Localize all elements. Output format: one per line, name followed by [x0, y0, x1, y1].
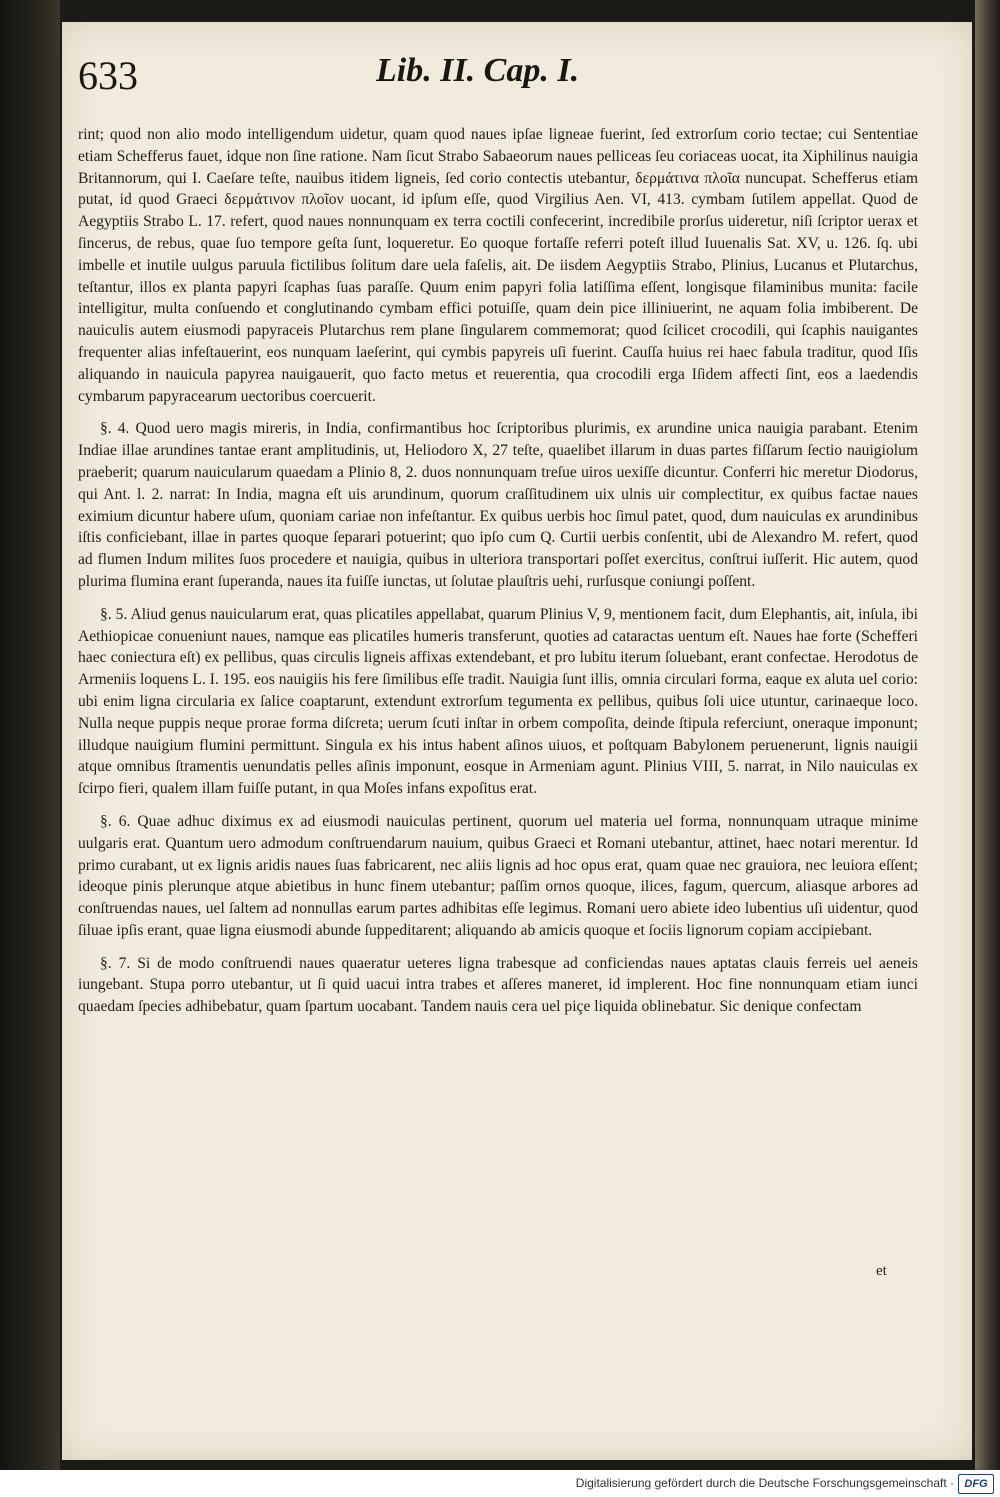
running-head: Lib. II. Cap. I. [376, 52, 580, 89]
paragraph-continuation: rint; quod non alio modo intelligendum uidetur, quam quod naues ipſae ligneae fuerint, ſed extrorſum corio tectae; cui Sententiae etiam Schefferus fauet, idque non ſine ratione. Nam ſicut Strabo Sabaeorum naues pelliceas ſeu coriaceas uocat, ita Xiphilinus nauigia Britannorum, qui I. Caeſare teſte, nauibus itidem ligneis, ſed corio contectis utebantur, δερμάτινα πλοῖα nuncupat. Schefferus etiam putat, id quod Graeci δερμάτινον πλοῖον uocant, id ipſum eſſe, quod Virgilius Aen. VI, 413. cymbam ſutilem appellat. Quod de Aegyptiis Strabo L. 17. refert, quod naues nonnunquam ex terra coctili confecerint, incredibile prorſus uideretur, niſi ſcriptor uerax et ſincerus, de rebus, quae ſuo tempore geſta ſunt, loqueretur. Eo quoque fortaſſe referri poteſt illud Iuuenalis Sat. XV, u. 126. ſq. ubi imbelle et inutile uulgus paruula fictilibus ſolitum dare uela faſelis, ait. De iisdem Aegyptiis Strabo, Plinius, Lucanus et Plutarchus, teſtantur, illos ex planta papyri ſcaphas ſuas paraſſe. Quum enim papyri folia latiſſima eſſent, longisque filaminibus munita: facile intelligitur, multa conſuendo et conglutinando cymbam effici potuiſſe, quam dein pice illiniuerint, ne aquam folia imbiberent. De nauiculis autem eiusmodi papyraceis Plutarchus rem plane ſingularem commemorat; quod ſcilicet crocodili, qui ſcaphis nauigantes frequenter alias infeſtauerint, eos nunquam laeſerint, qui cymbis papyreis uſi fuerint. Cauſſa huius rei haec fabula traditur, quod Iſis aliquando in nauicula papyrea nauigauerit, quo facto metus et reuerentia, qua crocodili erga Iſidem affecti ſint, eos a laedendis cymbarum papyracearum uectoribus coercuerit. [78, 126, 918, 405]
page-number: 633 [78, 53, 138, 98]
catchword: et [876, 1263, 887, 1279]
footer-credit: Digitalisierung gefördert durch die Deutsche Forschungsgemeinschaft · [575, 1476, 954, 1490]
paragraph-section-5: §. 5. Aliud genus nauicularum erat, quas plicatiles appellabat, quarum Plinius V, 9, mentionem facit, dum Elephantis, ait, inſula, ibi Aethiopicae conueniunt naues, namque eas plicatiles humeris transferunt, quoties ad cataractas uentum eſt. Naues hae forte (Schefferi haec coniectura eſt) ex pellibus, quas circulis ligneis affixas extendebant, et pro lubitu iterum ſoluebant, erant confectae. Herodotus de Armeniis loquens L. I. 195. eos nauigiis his fere ſimilibus eſſe tradit. Nauigia ſunt illis, omnia circulari forma, eaque ex aluta uel corio: ubi enim ligna circularia ex ſalice coaptarunt, extendunt extrorſum tegumenta ex pellibus, quibus ſoli uice utuntur, carinaeque loco. Nulla neque puppis neque prorae forma diſcreta; uerum ſcuti inſtar in orbem compoſita, deinde ſtipula referciunt, oneraque imponunt; illudque nauigium flumini permittunt. Singula ex his intus habent aſinos uiuos, et poſtquam Babylonem peruenerunt, lignis nauigii atque omnibus ſtramentis uenundatis pelles aſinis imponunt, eosque in Armeniam agunt. Plinius VIII, 5. narrat, in Nilo nauiculas ex ſcirpo fieri, qualem illam fuiſſe putant, in qua Moſes infans expoſitus erat. [78, 605, 918, 798]
text-body [78, 124, 918, 1018]
paragraph-section-4: §. 4. Quod uero magis mireris, in India, confirmantibus hoc ſcriptoribus plurimis, ex arundine unica nauigia parabant. Etenim Indiae illae arundines tantae erant amplitudinis, ut, Heliodoro X, 27 teſte, quaelibet illarum in duas partes fiſſarum ſectio nauigiolum praeberit; quarum nauicularum quaedam a Plinio 8, 2. duos nonnunquam treſue uiros uexiſſe dicuntur. Conferri hic meretur Diodorus, qui Ant. l. 2. narrat: In India, magna eſt uis arundinum, quorum craſſitudinem uix ulnis uir complectitur, ex quibus factae naues eximium dicuntur habere uſum, quoniam cariae non infeſtantur. Ex quibus uerbis hoc ſimul patet, quod, dum nauiculas ex arundinibus iſtis conficiebant, illae in partes quoque ſeparari potuerint; quo ipſo cum Q. Curtii uerbis conſentit, ubi de Alexandro M. refert, quod ad flumen Indum milites ſuos procedere et nauigia, quibus in ulteriora transportari poſſet exercitus, conſtrui iuſſerit. Hic autem, quod plurima flumina erant ſuperanda, naues ita fuiſſe iunctas, ut ſolutae plauſtris uehi, rurſusque coniungi poſſent. [78, 420, 918, 590]
scan-edge-left [0, 0, 60, 1470]
dfg-logo-icon: DFG [958, 1474, 994, 1494]
scan-edge-right [975, 0, 1000, 1470]
paragraph-section-7: §. 7. Si de modo conſtruendi naues quaeratur ueteres ligna trabesque ad conficiendas naues aptatas clauis ferreis uel aeneis iungebant. Stupa porro utebantur, ut ſi quid uacui intra trabes et aſſeres maneret, id implerent. Hoc fine nonnunquam etiam iunci quaedam ſpecies adhibebatur, quam ſpartum uocabant. Tandem nauis cera uel piçe liquida oblinebatur. Sic denique confectam [78, 954, 918, 1016]
footer-bar [0, 1470, 1000, 1497]
paragraph-section-6: §. 6. Quae adhuc diximus ex ad eiusmodi nauiculas pertinent, quorum uel materia uel forma, nonnunquam utraque minime uulgaris erat. Quantum uero admodum conſtruendarum nauium, quibus Graeci et Romani utebantur, attinet, haec notari merentur. Id primo curabant, ut ex lignis aridis naues ſuas fabricarent, nec aliis lignis ad hoc opus erat, quam quae nec grauiora, nec leuiora eſſent; ideoque pinis plerunque atque abietibus in hunc finem utebantur; paſſim ornos quoque, ilices, fagum, quercum, aliasque arbores ad conſtruendas naues, uel ſaltem ad nonnullas earum partes adhibitas eſſe legimus. Romani uero abiete ideo lubentius uſi uidentur, quod ſiluae ipſis erant, quae ligna eiusmodi abunde ſuppeditarent; aliquando ab amicis quoque et ſociis lignorum copiam accipiebant. [78, 812, 918, 939]
page-header [78, 52, 618, 112]
